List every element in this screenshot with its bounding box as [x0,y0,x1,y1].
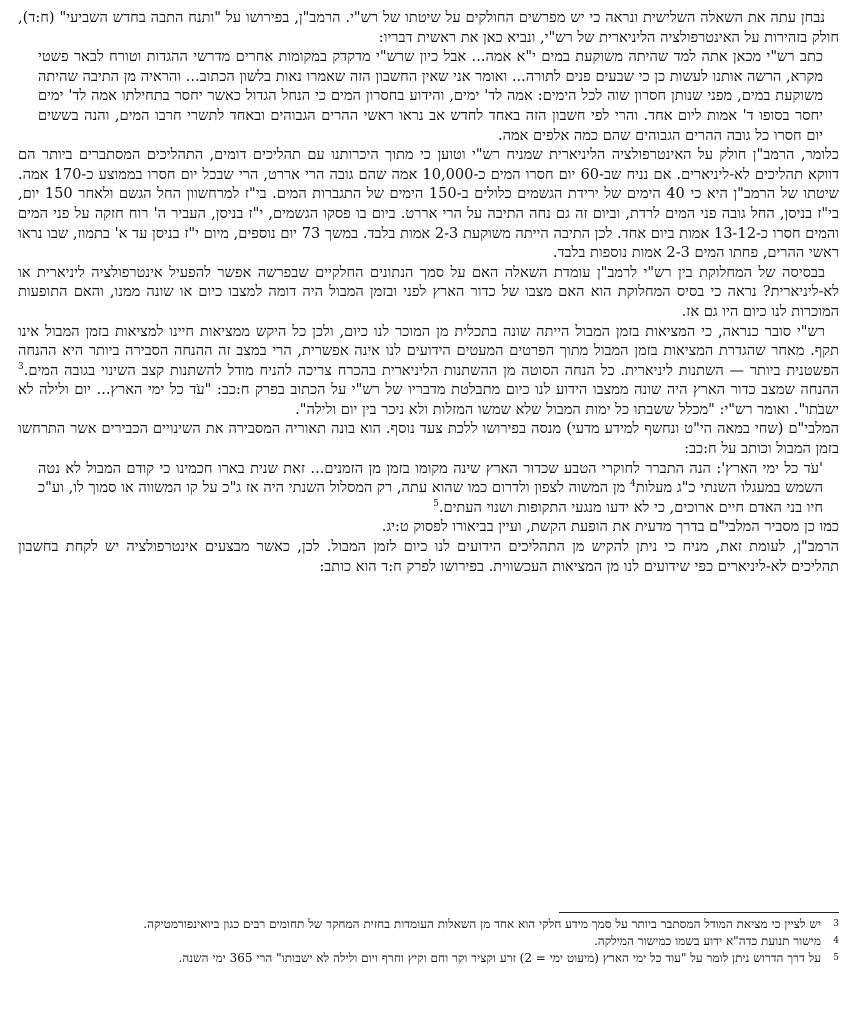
footnote-text: יש לציין כי מציאת המודל המסתבר ביותר על סמך מידע חלקי הוא אחד מן השאלות העומדות בחזית המחקר של תחומים רבים כגון ביואינפורמטיקה. [143,917,821,931]
footnote-number: 3 [833,919,839,929]
paragraph-rashi-view [18,322,839,420]
paragraph-ramban-conclusion: הרמב"ן, לעומת זאת, מניח כי ניתן להקיש מן התהליכים הידועים לנו כיום לזמן המבול. לכן, כאשר מבצעים אינטרפולציה יש לקחת בחשבון תהליכים לא-ליניארים כפי שידועים לנו מן המציאות העכשווית. בפירושו לפרק ח:ד הוא כותב: [18,538,839,575]
rashi-view-text-2: ההנחה שמצב כדור הארץ היה שונה ממצבו הידוע לנו כיום מתבלטת מדבריו של רש"י על הכתוב בפרק ח:כב: "עֹד כל ימי הארץ... יום ולילה לא ישבֹתו". ואומר רש"י: "מכלל ששבתו כל ימות המבול שלא שמשו המזלות ולא ניכר בין יום ולילה". [18,381,839,418]
footnote-divider [559,912,839,913]
malbim-quote-text-2: מן המשוה לצפון ולדרום כמו שהוא עתה, רק המסלול השנתי היה אז ג"כ על קו המשווה או סמוך לו, וע"כ חיו בני האדם חיים ארוכים, כי לא ידעו מנגעי התקופות ושנוי העתים. [38,479,823,516]
footnote-text: מישור תנועת כדה"א ידוע בשמו כמישור המילקה. [593,934,821,948]
footnote-5 [18,950,839,966]
rashi-view-text-1: רש"י סובר כנראה, כי המציאות בזמן המבול הייתה שונה בתכלית מן המוכר לנו כיום, ולכן כל היקש ממציאות חיינו למציאות בזמן המבול אינו תקף. מאחר שהגדרת המציאות בזמן המבול מתוך הפרטים המעטים הידועים לנו אינה אפשרית, הרי במצב זה ההנחה הסבירה ביותר היא ההנחה הפשטנית ביותר — השתנות ליניארית. כל הנחה הסוטה מן ההשתנות הליניארית בהכרח צריכה להניח מודל להשתנות קצב השינוי בגובה המים. [18,322,839,379]
quote-rashi: כתב רש"י מכאן אתה למד שהיתה משוקעת במים י"א אמה... אבל כיון שרש"י מדקדק במקומות אחרים מדרשי ההגדות וטורח לבאר פשטי מקרא, הרשה אותנו לעשות כן כי שבעים פנים לתורה... ואומר אני שאין החשבון הזה שאמרו נאות בלשון הכתוב... והראיה מן התיבה שהיתה משוקעת במים, מפני שנותן חסרון שוה לכל הימים: אמה לד' ימים, והידוע בחסרון המים כי הנחל הגדול כאשר יחסר בתחילתו אמה לד' ימים יחסר בסופו ד' אמות ליום אחד. והרי לפי חשבון הזה באחד לחדש אב נראו ראשי ההרים הגבוהים ובאחד לתשרי חרבו המים, והנה בששים יום חסרו כל גובה ההרים הגבוהים שהם כמה אלפים אמה. [38,48,823,144]
footnote-ref-4[interactable]: 4 [630,479,636,490]
footnote-number: 4 [833,936,839,946]
footnotes [18,916,839,967]
footnote-number: 5 [833,953,839,963]
quote-malbim [38,459,823,518]
footnote-3 [18,916,839,932]
malbim-quote-text-1: 'עֹד כל ימי הארץ': הנה התברר לחוקרי הטבע שכדור הארץ שינה מקומו בזמן מן הזמנים... זאת שנית בארו חכמינו כי קודם המבול לא נטה השמש במעגלו השנתי כ"ג מעלות [38,459,824,497]
paragraph-ramban-analysis: כלומר, הרמב"ן חולק על האינטרפולציה הליניארית שמניח רש"י וטוען כי מתוך היכרותנו עם תהליכים דומים, התהליכים המסתברים ביותר הם דווקא תהליכים לא-ליניארים. אם נניח שב-60 יום חסרו המים כ-10,000 אמה שהם גובה הרי אררט, הרי שבכל יום חסרו בממוצע כ-170 אמה. שיטתו של הרמב"ן היא כי 40 הימים של ירידת הגשמים כלולים ב-150 הימים של התגברות המים. בי"ז למרחשוון החל הגשם ולאחר 150 יום, בי"ז בניסן, החל גובה פני המים לרדת, וביום זה גם נחה התיבה על הרי אררט. ביום בו פסקו הגשמים, י"ז בניסן, העביר ה' רוח חזקה על פני המים והמים חסרו כ-13-12 אמות ביום אחד. לכן התיבה הייתה משוקעת 2-3 אמות בלבד. במשך 73 יום נוספים, מיום י"ז בניסן עד א' בתמוז, שבו נראו ראשי ההרים, פחתו המים 2-3 אמות נוספות בלבד. [18,146,840,262]
paragraph-intro: נבחן עתה את השאלה השלישית ונראה כי יש מפרשים החולקים על שיטתו של רש"י. הרמב"ן, בפירושו על "ותנח התבה בחדש השביעי" (ח:ד), חולק בזהירות על האינטרפולציה הליניארית של רש"י, ונביא כאן את ראשית דבריו: [18,9,839,46]
paragraph-malbim-summary: כמו כן מסביר המלבי"ם בדרך מדעית את הופעת הקשת, ועיין בביאורו לפסוק ט:יג. [381,518,839,536]
footnote-text: על דרך הדרוש ניתן לומר על "עוד כל ימי הארץ (מיעוט ימי = 2) זרע וקציר וקר וחם וקיץ וחרף ויום ולילה לא ישבותו" הרי 365 ימי השנה. [178,951,821,965]
paragraph-basis: בבסיסה של המחלוקת בין רש"י לרמב"ן עומדת השאלה האם על סמך הנתונים החלקיים שבפרשה אפשר להפעיל אינטרפולציה ליניארית או לא-ליניארית? נראה כי בסיס המחלוקת הוא האם מצבו של כדור הארץ לפני ובזמן המבול היה דומה למצבו כיום או שונה ממנו, והאם התופעות המוכרות לנו כיום היו גם אז. [18,263,839,320]
paragraph-malbim-intro: המלבי"ם (שחי במאה הי"ט ונחשף למידע מדעי) מנסה בפירושו ללכת צעד נוסף. הוא בונה תאוריה המסבירה את השינויים הכבירים אשר התרחשו בזמן המבול וכותב על ח:כב: [18,420,839,458]
footnote-4 [18,933,839,949]
footnote-ref-3[interactable]: 3 [18,361,24,372]
footnote-ref-5[interactable]: 5 [433,498,439,509]
